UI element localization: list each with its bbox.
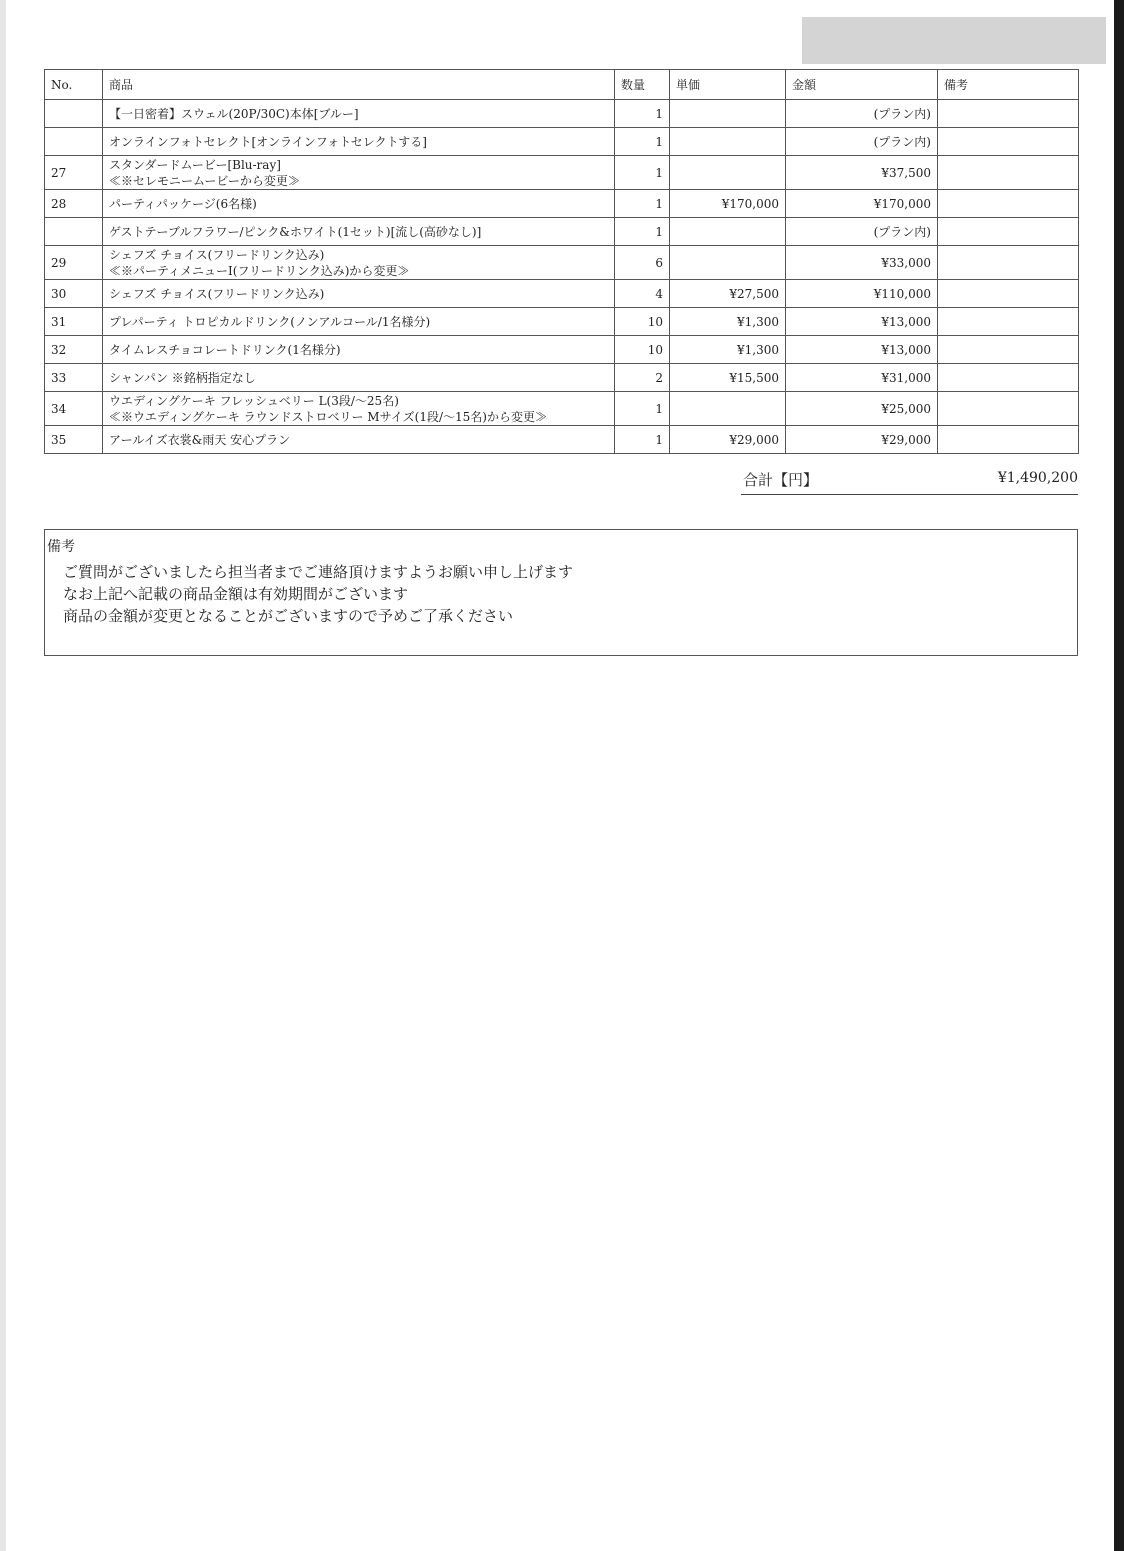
table-header-row (45, 70, 1079, 100)
row-name: プレパーティ トロピカルドリンク(ノンアルコール/1名様分) (103, 308, 615, 336)
row-unit-price (670, 246, 786, 280)
row-remark (938, 246, 1079, 280)
row-qty: 1 (615, 100, 670, 128)
total-label: 合計【円】 (743, 471, 819, 489)
row-remark (938, 190, 1079, 218)
row-no: 27 (45, 156, 103, 190)
remarks-line: 商品の金額が変更となることがございますので予めご了承ください (63, 607, 514, 625)
row-no: 29 (45, 246, 103, 280)
table-row (45, 280, 1079, 308)
table-row (45, 246, 1079, 280)
total-value: ¥1,490,200 (997, 470, 1078, 486)
row-unit-price: ¥170,000 (670, 190, 786, 218)
row-amount: ¥29,000 (786, 426, 938, 454)
row-remark (938, 308, 1079, 336)
row-unit-price (670, 218, 786, 246)
header-amount: 金額 (786, 70, 938, 100)
row-name: パーティパッケージ(6名様) (103, 190, 615, 218)
row-no: 34 (45, 392, 103, 426)
row-amount: ¥110,000 (786, 280, 938, 308)
row-qty: 10 (615, 308, 670, 336)
table-row (45, 100, 1079, 128)
row-name: ゲストテーブルフラワー/ピンク&ホワイト(1セット)[流し(高砂なし)] (103, 218, 615, 246)
row-qty: 1 (615, 190, 670, 218)
row-no: 28 (45, 190, 103, 218)
row-remark (938, 426, 1079, 454)
header-qty: 数量 (615, 70, 670, 100)
row-qty: 4 (615, 280, 670, 308)
row-qty: 1 (615, 156, 670, 190)
row-name: オンラインフォトセレクト[オンラインフォトセレクトする] (103, 128, 615, 156)
remarks-box (44, 529, 1078, 656)
row-name: 【一日密着】スウェル(20P/30C)本体[ブルー] (103, 100, 615, 128)
items-table (44, 69, 1079, 454)
header-unit-price: 単価 (670, 70, 786, 100)
row-amount: ¥33,000 (786, 246, 938, 280)
row-name: シェフズ チョイス(フリードリンク込み) (103, 280, 615, 308)
row-amount: ¥25,000 (786, 392, 938, 426)
row-remark (938, 156, 1079, 190)
remarks-title: 備考 (47, 539, 75, 555)
row-remark (938, 364, 1079, 392)
table-row (45, 156, 1079, 190)
table-row (45, 392, 1079, 426)
page-left-edge (0, 0, 6, 1551)
row-no: 30 (45, 280, 103, 308)
row-unit-price (670, 100, 786, 128)
row-unit-price (670, 156, 786, 190)
table-row (45, 336, 1079, 364)
row-unit-price (670, 392, 786, 426)
row-unit-price: ¥15,500 (670, 364, 786, 392)
row-remark (938, 336, 1079, 364)
row-amount: ¥37,500 (786, 156, 938, 190)
row-amount: ¥13,000 (786, 336, 938, 364)
page-right-edge (1114, 0, 1124, 1551)
row-no: 31 (45, 308, 103, 336)
header-remarks: 備考 (938, 70, 1079, 100)
total-section (741, 467, 1078, 495)
table-row (45, 190, 1079, 218)
row-name: シャンパン ※銘柄指定なし (103, 364, 615, 392)
row-unit-price: ¥1,300 (670, 308, 786, 336)
table-row (45, 128, 1079, 156)
row-amount: (プラン内) (786, 128, 938, 156)
header-name: 商品 (103, 70, 615, 100)
remarks-line: なお上記へ記載の商品金額は有効期間がございます (63, 585, 409, 603)
table-row (45, 308, 1079, 336)
row-no: 32 (45, 336, 103, 364)
row-remark (938, 392, 1079, 426)
row-name: ウエディングケーキ フレッシュベリー L(3段/〜25名) ≪※ウエディングケーキ ラウンドストロベリー Mサイズ(1段/〜15名)から変更≫ (103, 392, 615, 426)
row-amount: (プラン内) (786, 218, 938, 246)
row-remark (938, 280, 1079, 308)
table-row (45, 426, 1079, 454)
row-no (45, 128, 103, 156)
row-qty: 2 (615, 364, 670, 392)
row-name: シェフズ チョイス(フリードリンク込み) ≪※パーティメニューⅠ(フリードリンク込み)から変更≫ (103, 246, 615, 280)
row-no (45, 100, 103, 128)
row-remark (938, 100, 1079, 128)
row-name: アールイズ衣裳&雨天 安心プラン (103, 426, 615, 454)
row-no: 33 (45, 364, 103, 392)
remarks-line: ご質問がございましたら担当者までご連絡頂けますようお願い申し上げます (63, 563, 574, 581)
row-qty: 1 (615, 426, 670, 454)
redacted-box (802, 17, 1106, 64)
row-name: スタンダードムービー[Blu-ray] ≪※セレモニームービーから変更≫ (103, 156, 615, 190)
row-remark (938, 128, 1079, 156)
row-no: 35 (45, 426, 103, 454)
row-no (45, 218, 103, 246)
row-amount: ¥170,000 (786, 190, 938, 218)
row-qty: 1 (615, 392, 670, 426)
table-row (45, 364, 1079, 392)
row-qty: 6 (615, 246, 670, 280)
row-unit-price: ¥27,500 (670, 280, 786, 308)
row-unit-price: ¥1,300 (670, 336, 786, 364)
row-amount: (プラン内) (786, 100, 938, 128)
row-remark (938, 218, 1079, 246)
row-amount: ¥31,000 (786, 364, 938, 392)
header-no: No. (45, 70, 103, 100)
remarks-lines (63, 561, 573, 627)
row-amount: ¥13,000 (786, 308, 938, 336)
row-qty: 1 (615, 218, 670, 246)
row-unit-price (670, 128, 786, 156)
row-qty: 10 (615, 336, 670, 364)
row-qty: 1 (615, 128, 670, 156)
row-unit-price: ¥29,000 (670, 426, 786, 454)
row-name: タイムレスチョコレートドリンク(1名様分) (103, 336, 615, 364)
table-row (45, 218, 1079, 246)
